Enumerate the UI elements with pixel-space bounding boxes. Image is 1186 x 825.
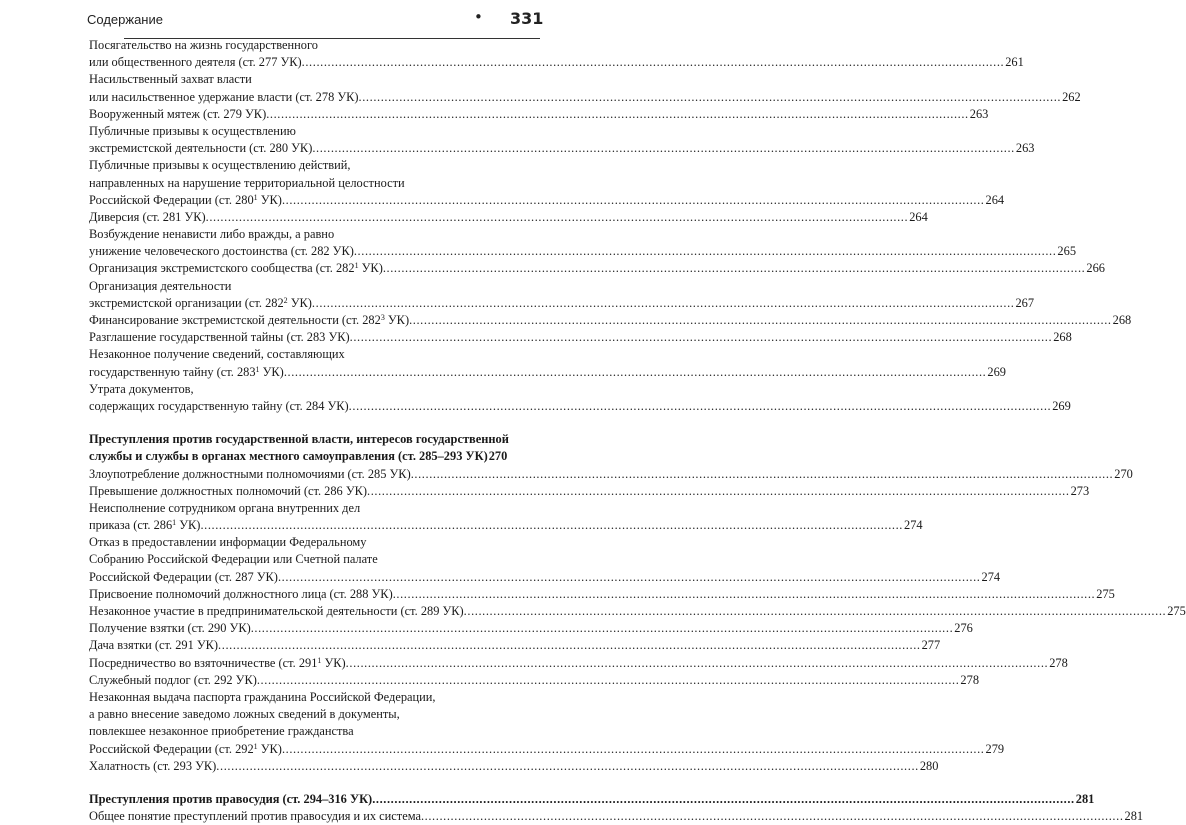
toc-entry-text: Присвоение полномочий должностного лица (ст. 288 УК) <box>89 586 393 601</box>
toc-entry-line: Насильственный захват власти <box>89 72 252 87</box>
dot-leader <box>346 655 1049 672</box>
dot-leader <box>218 637 921 654</box>
toc-entry-final-line <box>89 483 1090 500</box>
toc-entry-title <box>89 89 359 106</box>
toc-entry[interactable] <box>89 260 1105 277</box>
toc-entry[interactable] <box>89 603 1186 620</box>
toc-entry-text: службы и службы в органах местного самоуправления (ст. 285–293 УК) <box>89 449 488 464</box>
toc-entry-final-line <box>89 808 1144 825</box>
toc-entry-title <box>89 295 312 312</box>
toc-entry-title <box>89 758 216 775</box>
toc-entry-text: Халатность (ст. 293 УК) <box>89 758 217 773</box>
dot-leader <box>464 603 1167 620</box>
toc-entry[interactable] <box>89 500 923 534</box>
toc-entry-title <box>89 54 302 71</box>
toc-entry-final-line <box>89 517 923 534</box>
toc-entry-title <box>89 364 284 381</box>
toc-page-number: 279 <box>985 741 1005 756</box>
toc-section-heading[interactable] <box>89 431 509 465</box>
toc-entry[interactable] <box>89 466 1133 483</box>
dot-leader <box>421 808 1124 825</box>
article-superscript: 1 <box>354 261 359 271</box>
section-gap <box>89 415 499 431</box>
toc-entry-text: Превышение должностных полномочий (ст. 286 УК) <box>89 483 367 498</box>
toc-page-number: 274 <box>904 518 923 533</box>
toc-entry-text: содержащих государственную тайну (ст. 284 УК) <box>89 398 349 413</box>
toc-entry-text-suffix: УК) <box>321 655 346 670</box>
toc-entry[interactable] <box>89 37 1024 71</box>
toc-entry[interactable] <box>89 106 989 123</box>
toc-entry[interactable] <box>89 157 1005 209</box>
toc-page-number: 280 <box>919 758 939 773</box>
toc-entry-final-line <box>89 295 1035 312</box>
toc-entry-title <box>89 209 206 226</box>
toc-entry-text-suffix: УК) <box>257 192 282 207</box>
toc-entry-title <box>89 243 354 260</box>
toc-entry-final-line <box>89 448 508 465</box>
bullet-icon: • <box>474 8 483 26</box>
dot-leader <box>284 364 987 381</box>
toc-entry-text-suffix: УК) <box>384 313 410 327</box>
toc-entry-title <box>89 808 421 825</box>
toc-page-number: 262 <box>1062 89 1081 104</box>
toc-entry-text: экстремистской деятельности (ст. 280 УК) <box>89 141 313 156</box>
toc-page-number: 265 <box>1057 244 1077 259</box>
toc-entry-line: Публичные призывы к осуществлению действий, <box>89 158 351 173</box>
toc-entry[interactable] <box>89 346 1006 380</box>
toc-page-number: 273 <box>1070 483 1090 498</box>
toc-entry-title <box>89 260 383 277</box>
toc-entry-text: Организация экстремистского сообщества (ст. 282 <box>89 261 355 276</box>
article-superscript: 1 <box>317 655 322 665</box>
toc-entry-line: Возбуждение ненависти либо вражды, а равно <box>89 227 335 242</box>
running-head-title: Содержание <box>87 12 163 27</box>
toc-entry-text: или насильственное удержание власти (ст. 278 УК) <box>89 89 359 104</box>
toc-entry-text-suffix: УК) <box>257 741 282 756</box>
toc-entry-text: Злоупотребление должностными полномочиями (ст. 285 УК) <box>89 466 411 481</box>
toc-entry[interactable] <box>89 620 973 637</box>
toc-entry[interactable] <box>89 534 1001 586</box>
dot-leader <box>312 295 1015 312</box>
toc-entry-line: направленных на нарушение территориальной целостности <box>89 175 405 190</box>
toc-entry-text: Дача взятки (ст. 291 УК) <box>89 638 219 653</box>
dot-leader <box>312 140 1015 157</box>
toc-entry-text: Посредничество во взяточничестве (ст. 291 <box>89 655 318 670</box>
toc-entry[interactable] <box>89 381 1071 415</box>
toc-entry-final-line <box>89 54 1024 71</box>
dot-leader <box>350 329 1053 346</box>
toc-page-number: 263 <box>969 106 989 121</box>
toc-entry-text: Преступления против правосудия (ст. 294–316 УК) <box>89 791 373 806</box>
toc-entry-title <box>89 329 350 346</box>
dot-leader <box>282 192 985 209</box>
toc-entry-final-line <box>89 209 928 226</box>
dot-leader <box>349 398 1052 415</box>
toc-entry-final-line <box>89 586 1115 603</box>
toc-entry-final-line <box>89 741 1005 758</box>
toc-page-number: 281 <box>1075 791 1095 806</box>
toc-entry[interactable] <box>89 672 980 689</box>
toc-entry-text: Незаконное участие в предпринимательской деятельности (ст. 289 УК) <box>89 604 464 618</box>
toc-entry-text: Российской Федерации (ст. 292 <box>89 741 254 756</box>
toc-entry-line: Публичные призывы к осуществлению <box>89 123 296 138</box>
toc-entry-text: Получение взятки (ст. 290 УК) <box>89 621 251 636</box>
dot-leader <box>411 466 1114 483</box>
toc-entry-text-suffix: УК) <box>259 364 284 379</box>
toc-page-number: 274 <box>981 569 1001 584</box>
dot-leader <box>251 620 954 637</box>
toc-entry-title <box>89 569 278 586</box>
toc-entry-title <box>89 466 411 483</box>
toc-entry[interactable] <box>89 637 941 654</box>
toc-entry-text: Служебный подлог (ст. 292 УК) <box>89 672 257 687</box>
toc-page-number: 268 <box>1053 330 1072 345</box>
dot-leader <box>216 758 919 775</box>
toc-entry[interactable] <box>89 808 1144 825</box>
toc-entry[interactable] <box>89 758 939 775</box>
toc-entry-line: Посягательство на жизнь государственного <box>89 38 318 52</box>
toc-entry[interactable] <box>89 312 1132 329</box>
toc-entry-final-line <box>89 569 1001 586</box>
toc-entry-final-line <box>89 329 1072 346</box>
toc-entry-line: Незаконное получение сведений, составляющих <box>89 347 345 362</box>
toc-entry-title <box>89 791 372 808</box>
toc-entry-text: Финансирование экстремистской деятельности (ст. 282 <box>89 313 381 327</box>
toc-entry[interactable] <box>89 689 1005 758</box>
dot-leader <box>206 209 909 226</box>
toc-entry[interactable] <box>89 209 928 226</box>
toc-page-number: 266 <box>1086 261 1105 276</box>
dot-leader <box>383 260 1086 277</box>
toc-entry-text: или общественного деятеля (ст. 277 УК) <box>89 55 302 70</box>
toc-entry-title <box>89 448 488 465</box>
toc-page-number: 275 <box>1167 604 1186 618</box>
toc-entry-final-line <box>89 312 1132 329</box>
toc-page-number: 261 <box>1005 55 1024 70</box>
dot-leader <box>200 517 903 534</box>
toc-entry-title <box>89 192 282 209</box>
toc-entry-text-suffix: УК) <box>358 261 383 276</box>
toc-entry-text: экстремистской организации (ст. 282 <box>89 295 284 310</box>
toc-page-number: 278 <box>1049 655 1068 670</box>
toc-entry-title <box>89 620 251 637</box>
toc-entry-title <box>89 140 312 157</box>
toc-entry-final-line <box>89 364 1006 381</box>
toc-entry-title <box>89 655 346 672</box>
toc-entry-title <box>89 517 200 534</box>
dot-leader <box>257 672 960 689</box>
article-superscript: 1 <box>253 192 258 202</box>
article-superscript: 2 <box>283 295 288 305</box>
article-superscript: 3 <box>380 313 385 322</box>
dot-leader <box>359 89 1062 106</box>
toc-page-number: 277 <box>921 638 941 653</box>
toc-entry-final-line <box>89 106 989 123</box>
toc-page-number: 264 <box>985 192 1005 207</box>
toc-page-number: 263 <box>1015 141 1035 156</box>
toc-entry-line: повлекшее незаконное приобретение гражданства <box>89 724 354 739</box>
page-number: 331 <box>510 9 544 28</box>
toc-entry[interactable] <box>89 71 1081 105</box>
toc-entry-line: Утрата документов, <box>89 381 194 396</box>
toc-entry-title <box>89 106 266 123</box>
toc-entry[interactable] <box>89 483 1090 500</box>
article-superscript: 1 <box>172 518 177 528</box>
toc-entry-text: приказа (ст. 286 <box>89 518 173 533</box>
toc-entry-title <box>89 672 257 689</box>
toc-entry-final-line <box>89 758 939 775</box>
toc-entry-line: а равно внесение заведомо ложных сведений в документы, <box>89 707 400 722</box>
toc-entry-final-line <box>89 466 1133 483</box>
toc-page-number: 268 <box>1112 313 1132 327</box>
dot-leader <box>409 312 1112 329</box>
toc-page-number: 276 <box>954 621 973 636</box>
toc-entry-text: Диверсия (ст. 281 УК) <box>89 209 206 224</box>
toc-entry-final-line <box>89 655 1068 672</box>
toc-entry-text: государственную тайну (ст. 283 <box>89 364 256 379</box>
toc-page-number: 269 <box>987 364 1006 379</box>
toc-page-number: 267 <box>1015 295 1035 310</box>
toc-entry-line: Незаконная выдача паспорта гражданина Российской Федерации, <box>89 689 436 704</box>
toc-entry[interactable] <box>89 655 1068 672</box>
toc-entry-line: Неисполнение сотрудником органа внутренних дел <box>89 500 361 515</box>
toc-page-number: 269 <box>1052 398 1071 413</box>
toc-entry-text: Российской Федерации (ст. 280 <box>89 192 254 207</box>
toc-entry-text: Разглашение государственной тайны (ст. 283 УК) <box>89 330 350 345</box>
toc-entry-final-line <box>89 637 941 654</box>
toc-entry-text-suffix: УК) <box>176 518 201 533</box>
toc-entry-title <box>89 483 367 500</box>
toc-entry-title <box>89 637 218 654</box>
toc-entry-final-line <box>89 791 1095 808</box>
dot-leader <box>367 483 1070 500</box>
section-gap <box>89 775 499 791</box>
article-superscript: 1 <box>253 741 258 751</box>
toc-entry-final-line <box>89 192 1005 209</box>
toc-entry-text: Российской Федерации (ст. 287 УК) <box>89 569 278 584</box>
toc-entry-final-line <box>89 260 1105 277</box>
toc-entry-final-line <box>89 672 980 689</box>
dot-leader <box>393 586 1096 603</box>
toc-entry-final-line <box>89 89 1081 106</box>
toc-page-number: 270 <box>1114 466 1133 481</box>
toc-page-number: 278 <box>960 672 980 687</box>
toc-entry-line: Преступления против государственной власти, интересов государственной <box>89 432 509 447</box>
toc-page-number: 275 <box>1096 586 1115 601</box>
toc-entry-line: Организация деятельности <box>89 278 232 293</box>
toc-section-heading[interactable] <box>89 791 1095 808</box>
toc-entry-text: Вооруженный мятеж (ст. 279 УК) <box>89 106 267 121</box>
toc-entry-title <box>89 741 282 758</box>
toc-entry-title <box>89 603 464 620</box>
toc-entry[interactable] <box>89 278 1035 312</box>
toc-entry[interactable] <box>89 123 1035 157</box>
toc-page-number: 264 <box>909 209 928 224</box>
toc-entry[interactable] <box>89 586 1115 603</box>
toc-entry-final-line <box>89 243 1077 260</box>
toc-entry-text: унижение человеческого достоинства (ст. 282 УК) <box>89 244 354 259</box>
article-superscript: 1 <box>255 364 260 374</box>
toc-entry-final-line <box>89 620 973 637</box>
toc-entry[interactable] <box>89 329 1072 346</box>
dot-leader <box>354 243 1057 260</box>
toc-entry-text: Общее понятие преступлений против правосудия и их система <box>89 809 421 824</box>
toc-entry-title <box>89 586 393 603</box>
toc-entry-text-suffix: УК) <box>287 295 312 310</box>
dot-leader <box>278 569 981 586</box>
toc-entry-title <box>89 312 409 329</box>
dot-leader <box>372 791 1075 808</box>
toc-entry-line: Отказ в предоставлении информации Федеральному <box>89 535 367 550</box>
dot-leader <box>282 741 985 758</box>
toc-page-number: 281 <box>1124 809 1144 824</box>
toc-entry-final-line <box>89 603 1186 620</box>
toc-page-number: 270 <box>488 449 508 464</box>
toc-entry-final-line <box>89 140 1035 157</box>
toc-entry-title <box>89 398 349 415</box>
toc-entry-line: Собранию Российской Федерации или Счетной палате <box>89 552 378 567</box>
table-of-contents <box>89 37 1186 825</box>
dot-leader <box>302 54 1005 71</box>
page-header <box>40 8 570 34</box>
toc-entry[interactable] <box>89 226 1077 260</box>
dot-leader <box>266 106 969 123</box>
toc-entry-final-line <box>89 398 1071 415</box>
